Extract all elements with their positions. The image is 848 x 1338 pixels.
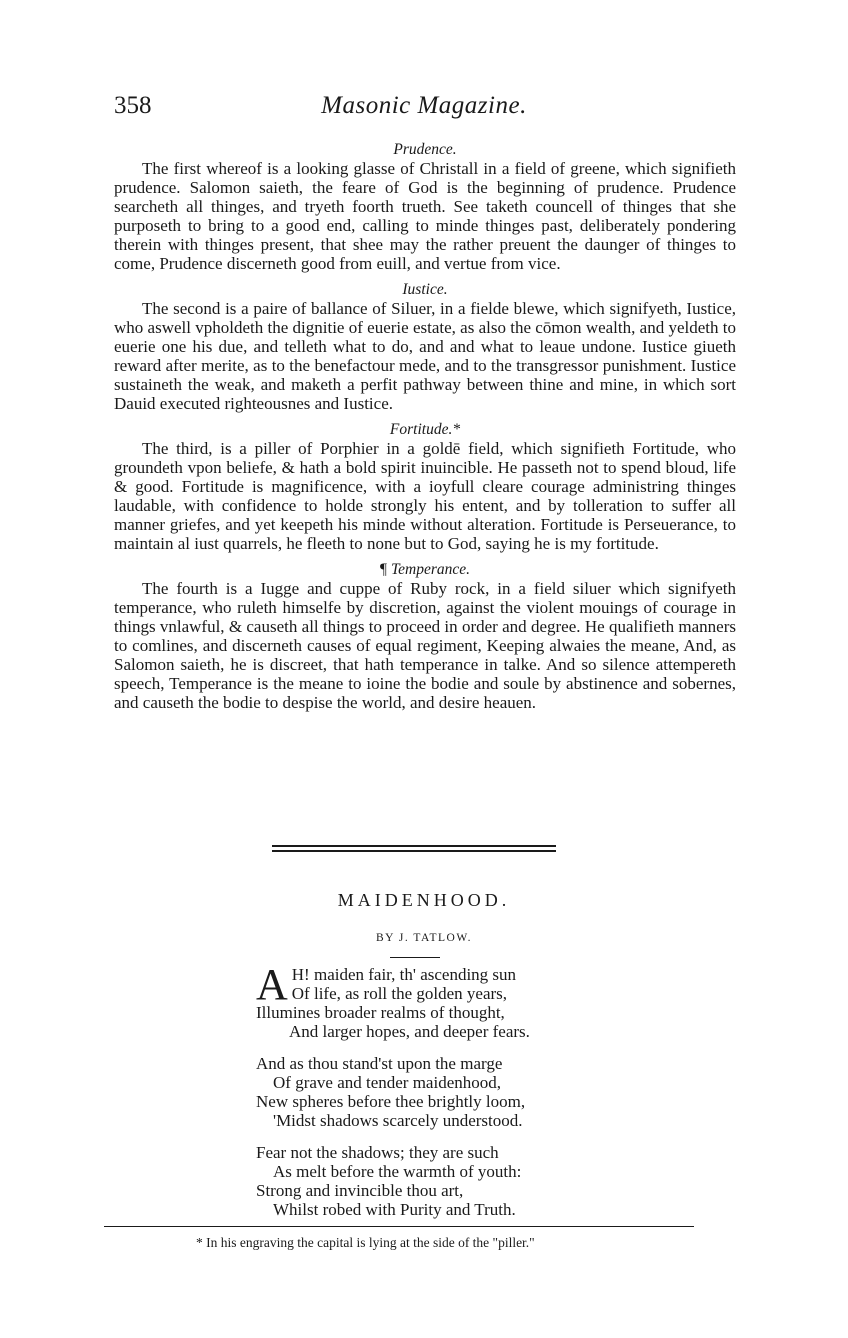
verse-line: H! maiden fair, th' ascending sun [291, 965, 517, 984]
section-temperance [114, 560, 736, 712]
stanza-2 [256, 1054, 616, 1130]
section-text: The fourth is a Iugge and cuppe of Ruby rock, in a field siluer which signifyeth temperance, who ruleth himselfe by discretion, against the violent mouings of courage in things vnlawful, & causeth all things to proceed in order and degree. He qualifieth manners to comlines, and discerneth causes of equal regiment, Keeping alwaies the meane, And, as Salomon saieth, he is discreet, that hath temperance in talke. And so silence attempereth speech, Temperance is the meane to ioine the bodie and soule by abstinence and sobernes, and causeth the bodie to despise the world, and desire heauen. [114, 579, 736, 712]
verse-line: Fear not the shadows; they are such [256, 1143, 499, 1162]
section-heading: Temperance. [390, 561, 471, 578]
page-number: 358 [114, 92, 152, 119]
poem-title: MAIDENHOOD. [337, 890, 511, 910]
verse-line: Whilst robed with Purity and Truth. [273, 1200, 516, 1219]
stanza-3 [256, 1143, 616, 1219]
section-heading: Fortitude.* [389, 421, 461, 438]
section-heading: Prudence. [393, 141, 457, 158]
verse-line: And as thou stand'st upon the marge [256, 1054, 503, 1073]
verse-line: 'Midst shadows scarcely understood. [273, 1111, 523, 1130]
verse-line: As melt before the warmth of youth: [273, 1162, 522, 1181]
section-text: The third, is a piller of Porphier in a goldē field, which signifieth Fortitude, who groundeth vpon beliefe, & hath a bold spirit inuincible. He passeth not to spend bloud, life & good. Fortitude is magnificence, with a ioyfull cleare courage administring thinges laudable, with confidence to holde strongly his entent, and by tolleration to suffer all manner griefes, and yet keepeth his minde without alteration. Fortitude is Perseuerance, to maintain al iust quarrels, he fleeth to none but to God, saying he is my fortitude. [114, 439, 736, 553]
section-heading-row [114, 560, 736, 579]
section-fortitude [114, 420, 736, 553]
drop-cap: A [256, 960, 288, 1009]
verse-line: Of grave and tender maidenhood, [273, 1073, 501, 1092]
poem-body [256, 960, 616, 1232]
verse-line: New spheres before thee brightly loom, [256, 1092, 526, 1111]
section-prudence [114, 140, 736, 273]
footnote-rule [104, 1226, 694, 1227]
article-body [114, 140, 736, 712]
section-text: The second is a paire of ballance of Siluer, in a fielde blewe, which signifyeth, Iustice, who aswell vpholdeth the dignitie of euerie estate, as also the cōmon wealth, and yeldeth to euerie one his due, and telleth what to do, and and what to leaue undone. Iustice giueth reward after merite, as to the benefactour mede, and to the transgressor punishment. Iustice sustaineth the weak, and maketh a perfit pathway between thine and mine, in which sort Dauid executed righteousnes and Iustice. [114, 299, 736, 413]
section-iustice [114, 280, 736, 413]
pilcrow-mark: ¶ [379, 561, 387, 578]
verse-line: Strong and invincible thou art, [256, 1181, 464, 1200]
poem-author: BY J. TATLOW. [375, 932, 473, 944]
stanza-1 [256, 960, 616, 1041]
verse-line: And larger hopes, and deeper fears. [289, 1022, 530, 1041]
section-heading: Iustice. [402, 281, 448, 298]
footnote: * In his engraving the capital is lying at the side of the "piller." [196, 1235, 535, 1250]
short-rule [390, 957, 440, 958]
double-rule-divider [272, 845, 556, 855]
running-head: Masonic Magazine. [321, 92, 527, 119]
page-header [114, 92, 734, 126]
verse-line: Illumines broader realms of thought, [256, 1003, 505, 1022]
verse-line: Of life, as roll the golden years, [291, 984, 508, 1003]
section-text: The first whereof is a looking glasse of Christall in a field of greene, which signifieth prudence. Salomon saieth, the feare of God is the beginning of prudence. Prudence searcheth all thinges, and tryeth foorth trueth. See taketh councell of thinges that she purposeth to bring to a good end, calling to minde thinges past, deliberately pondering therein with thinges present, that shee may the rather preuent the daunger of thinges to come, Prudence discerneth good from euill, and vertue from vice. [114, 159, 736, 273]
